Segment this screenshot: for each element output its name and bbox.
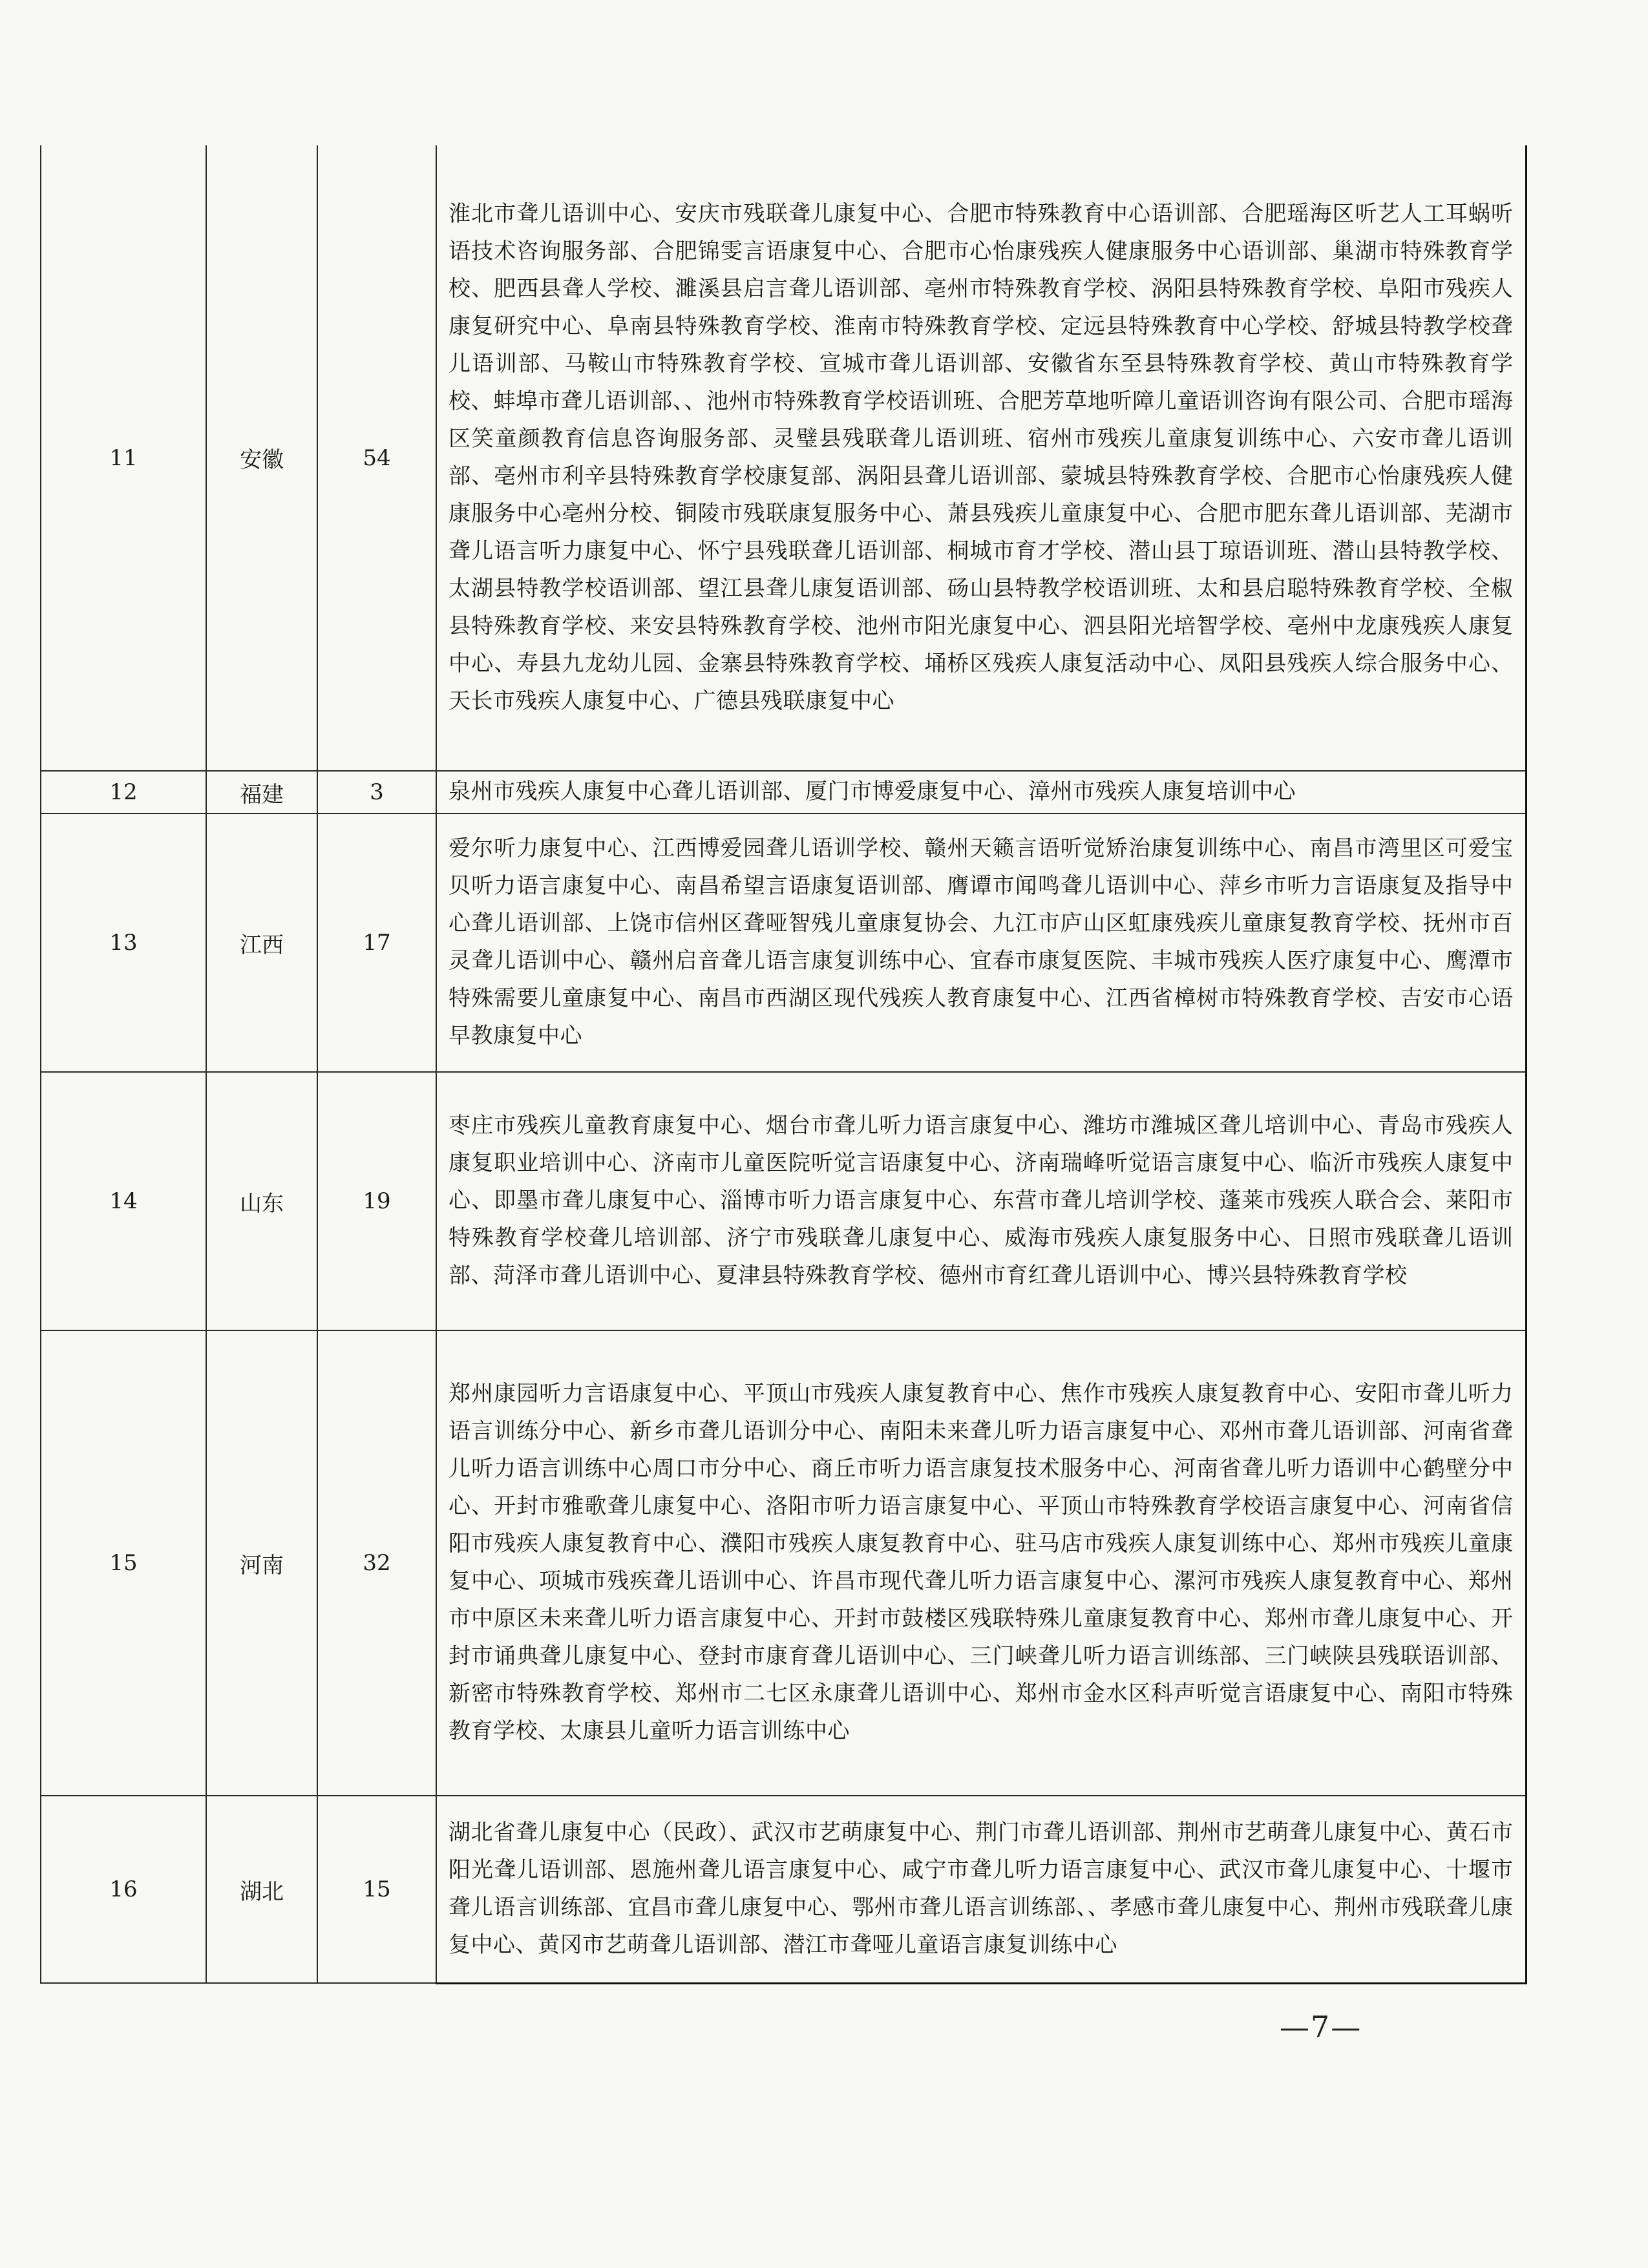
institution-count: 19 [317,1072,436,1330]
province-name: 福建 [206,771,317,814]
institution-table [40,145,1527,1984]
institution-count: 3 [317,771,436,814]
province-name: 山东 [206,1072,317,1330]
table-row [41,771,1526,814]
institution-count: 15 [317,1796,436,1983]
institution-count: 54 [317,145,436,771]
row-number: 14 [41,1072,206,1330]
institution-list: 郑州康园听力言语康复中心、平顶山市残疾人康复教育中心、焦作市残疾人康复教育中心、安阳市聋儿听力语言训练分中心、新乡市聋儿语训分中心、南阳未来聋儿听力语言康复中心、邓州市聋儿语训部、河南省聋儿听力语言训练中心周口市分中心、商丘市听力语言康复技术服务中心、河南省聋儿听力语训中心鹤壁分中心、开封市雅歌聋儿康复中心、洛阳市听力语言康复中心、平顶山市特殊教育学校语言康复中心、河南省信阳市残疾人康复教育中心、濮阳市残疾人康复教育中心、驻马店市残疾人康复训练中心、郑州市残疾儿童康复中心、项城市残疾聋儿语训中心、许昌市现代聋儿听力语言康复中心、漯河市残疾人康复教育中心、郑州市中原区未来聋儿听力语言康复中心、开封市鼓楼区残联特殊儿童康复教育中心、郑州市聋儿康复中心、开封市诵典聋儿康复中心、登封市康育聋儿语训中心、三门峡聋儿听力语言训练部、三门峡陕县残联语训部、新密市特殊教育学校、郑州市二七区永康聋儿语训中心、郑州市金水区科声听觉言语康复中心、南阳市特殊教育学校、太康县儿童听力语言训练中心 [436,1330,1526,1796]
institution-list: 湖北省聋儿康复中心（民政）、武汉市艺萌康复中心、荆门市聋儿语训部、荆州市艺萌聋儿康复中心、黄石市阳光聋儿语训部、恩施州聋儿语言康复中心、咸宁市聋儿听力语言康复中心、武汉市聋儿康复中心、十堰市聋儿语言训练部、宜昌市聋儿康复中心、鄂州市聋儿语言训练部、、孝感市聋儿康复中心、荆州市残联聋儿康复中心、黄冈市艺萌聋儿语训部、潜江市聋哑儿童语言康复训练中心 [436,1796,1526,1983]
row-number: 12 [41,771,206,814]
table-row [41,814,1526,1072]
row-number: 15 [41,1330,206,1796]
table-row [41,1330,1526,1796]
row-number: 11 [41,145,206,771]
institution-list: 淮北市聋儿语训中心、安庆市残联聋儿康复中心、合肥市特殊教育中心语训部、合肥瑶海区听艺人工耳蜗听语技术咨询服务部、合肥锦雯言语康复中心、合肥市心怡康残疾人健康服务中心语训部、巢湖市特殊教育学校、肥西县聋人学校、濉溪县启言聋儿语训部、亳州市特殊教育学校、涡阳县特殊教育学校、阜阳市残疾人康复研究中心、阜南县特殊教育学校、淮南市特殊教育学校、定远县特殊教育中心学校、舒城县特教学校聋儿语训部、马鞍山市特殊教育学校、宣城市聋儿语训部、安徽省东至县特殊教育学校、黄山市特殊教育学校、蚌埠市聋儿语训部、、池州市特殊教育学校语训班、合肥芳草地听障儿童语训咨询有限公司、合肥市瑶海区笑童颜教育信息咨询服务部、灵璧县残联聋儿语训班、宿州市残疾儿童康复训练中心、六安市聋儿语训部、亳州市利辛县特殊教育学校康复部、涡阳县聋儿语训部、蒙城县特殊教育学校、合肥市心怡康残疾人健康服务中心亳州分校、铜陵市残联康复服务中心、萧县残疾儿童康复中心、合肥市肥东聋儿语训部、芜湖市聋儿语言听力康复中心、怀宁县残联聋儿语训部、桐城市育才学校、潜山县丁琼语训班、潜山县特教学校、太湖县特教学校语训部、望江县聋儿康复语训部、砀山县特教学校语训班、太和县启聪特殊教育学校、全椒县特殊教育学校、来安县特殊教育学校、池州市阳光康复中心、泗县阳光培智学校、亳州中龙康残疾人康复中心、寿县九龙幼儿园、金寨县特殊教育学校、埇桥区残疾人康复活动中心、凤阳县残疾人综合服务中心、天长市残疾人康复中心、广德县残联康复中心 [436,145,1526,771]
institution-list: 爱尔听力康复中心、江西博爱园聋儿语训学校、赣州天籁言语听觉矫治康复训练中心、南昌市湾里区可爱宝贝听力语言康复中心、南昌希望言语康复语训部、膺谭市闻鸣聋儿语训中心、萍乡市听力言语康复及指导中心聋儿语训部、上饶市信州区聋哑智残儿童康复协会、九江市庐山区虹康残疾儿童康复教育学校、抚州市百灵聋儿语训中心、赣州启音聋儿语言康复训练中心、宜春市康复医院、丰城市残疾人医疗康复中心、鹰潭市特殊需要儿童康复中心、南昌市西湖区现代残疾人教育康复中心、江西省樟树市特殊教育学校、吉安市心语早教康复中心 [436,814,1526,1072]
province-name: 江西 [206,814,317,1072]
province-name: 湖北 [206,1796,317,1983]
table-row [41,1072,1526,1330]
institution-count: 17 [317,814,436,1072]
institution-count: 32 [317,1330,436,1796]
page-number: —7— [1280,2010,1362,2044]
province-name: 河南 [206,1330,317,1796]
row-number: 16 [41,1796,206,1983]
table-row [41,145,1526,771]
province-name: 安徽 [206,145,317,771]
institution-list: 泉州市残疾人康复中心聋儿语训部、厦门市博爱康复中心、漳州市残疾人康复培训中心 [436,771,1526,814]
institution-list: 枣庄市残疾儿童教育康复中心、烟台市聋儿听力语言康复中心、潍坊市潍城区聋儿培训中心、青岛市残疾人康复职业培训中心、济南市儿童医院听觉言语康复中心、济南瑞峰听觉语言康复中心、临沂市残疾人康复中心、即墨市聋儿康复中心、淄博市听力语言康复中心、东营市聋儿培训学校、蓬莱市残疾人联合会、莱阳市特殊教育学校聋儿培训部、济宁市残联聋儿康复中心、威海市残疾人康复服务中心、日照市残联聋儿语训部、菏泽市聋儿语训中心、夏津县特殊教育学校、德州市育红聋儿语训中心、博兴县特殊教育学校 [436,1072,1526,1330]
row-number: 13 [41,814,206,1072]
table-row [41,1796,1526,1983]
